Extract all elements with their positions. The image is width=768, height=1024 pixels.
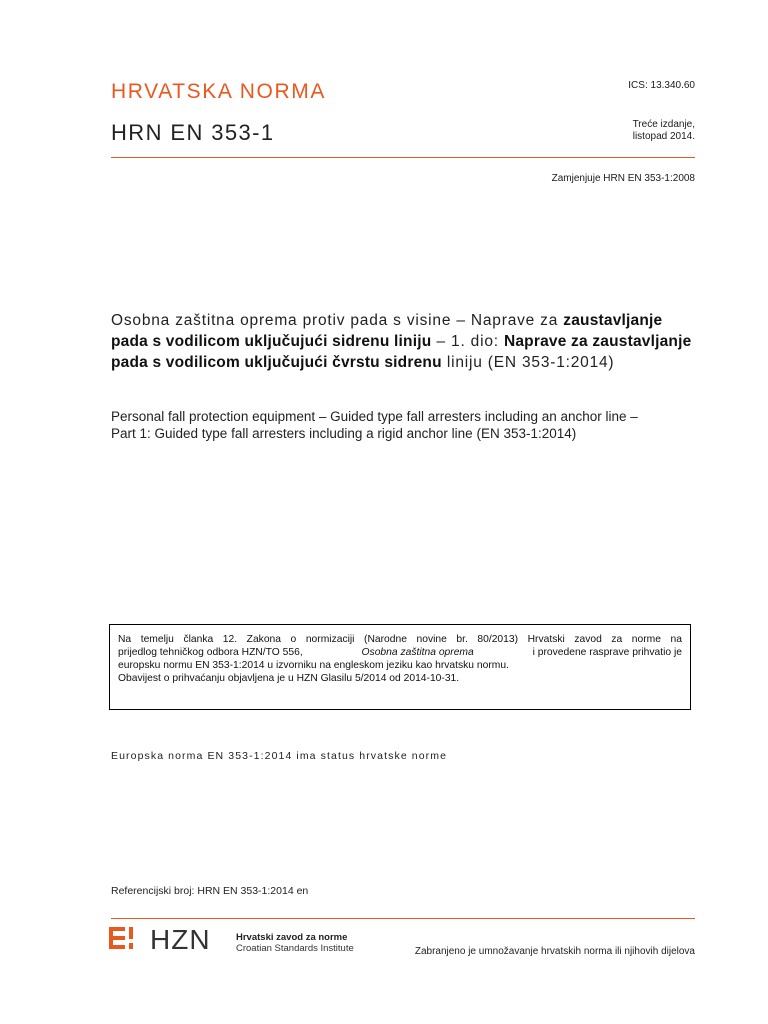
- croatian-title: [111, 310, 701, 373]
- notice-text: prijedlog tehničkog odbora HZN/TO 556,: [118, 647, 303, 658]
- title-en-line: Part 1: Guided type fall arresters including a rigid anchor line (EN 353-1:2014): [111, 426, 577, 441]
- institute-name-en: Croatian Standards Institute: [236, 943, 354, 954]
- copyright-notice: Zabranjeno je umnožavanje hrvatskih norma ili njihovih dijelova: [414, 946, 695, 957]
- reference-number: Referencijski broj: HRN EN 353-1:2014 en: [111, 885, 309, 897]
- replaces-note: Zamjenjuje HRN EN 353-1:2008: [551, 173, 695, 184]
- status-statement: Europska norma EN 353-1:2014 ima status hrvatske norme: [111, 750, 448, 762]
- notice-committee-name: Osobna zaštitna oprema: [361, 647, 474, 658]
- english-title: [111, 408, 711, 442]
- header-divider: [111, 157, 695, 158]
- ics-code: ICS: 13.340.60: [628, 80, 695, 91]
- title-hr-part: – 1. dio:: [431, 333, 504, 350]
- institute-name: [236, 932, 354, 954]
- title-en-line: Personal fall protection equipment – Guided type fall arresters including an anchor line –: [111, 409, 638, 424]
- hzn-logo-icon: [109, 927, 135, 955]
- adoption-notice-box: [109, 624, 691, 710]
- notice-line: Na temelju članka 12. Zakona o normizaciji (Narodne novine br. 80/2013) Hrvatski zavod za norme na: [118, 634, 682, 645]
- edition-line: Treće izdanje,: [632, 119, 695, 130]
- institute-name-hr: Hrvatski zavod za norme: [236, 932, 348, 943]
- title-hr-bold: Naprave za zaustavljanje pada s vodilicom uključujući čvrstu sidrenu: [111, 333, 692, 371]
- edition-date: listopad 2014.: [632, 131, 695, 142]
- notice-text: i provedene rasprave prihvatio je: [532, 647, 682, 658]
- notice-line: Obavijest o prihvaćanju objavljena je u HZN Glasilu 5/2014 od 2014-10-31.: [118, 673, 460, 684]
- footer-divider: [111, 918, 695, 919]
- title-hr-part: liniju (EN 353-1:2014): [441, 354, 615, 371]
- notice-line: [118, 646, 682, 659]
- title-hr-part: Osobna zaštitna oprema protiv pada s visine – Naprave za: [111, 312, 564, 329]
- edition-info: [633, 119, 695, 143]
- hzn-logo-text: HZN: [150, 924, 211, 955]
- standard-code: HRN EN 353-1: [111, 120, 275, 145]
- standard-brand-title: HRVATSKA NORMA: [111, 80, 326, 103]
- notice-line: europsku normu EN 353-1:2014 u izvorniku na engleskom jeziku kao hrvatsku normu.: [118, 660, 509, 671]
- title-hr-bold: zaustavljanje pada s vodilicom uključujući sidrenu liniju: [111, 312, 663, 350]
